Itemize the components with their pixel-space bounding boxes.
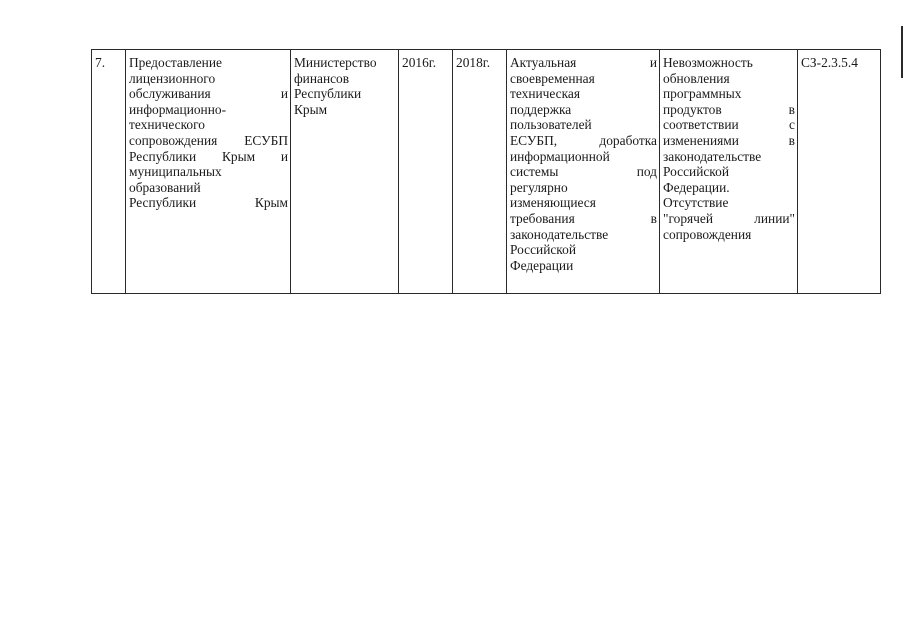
cell-text-line: сопровождения [663,226,752,242]
cell-text-line: программных [663,86,742,102]
cell-text-line: сопровождения ЕСУБП [129,132,288,148]
cell-text-line: законодательстве [663,148,762,164]
expected-result [510,55,657,273]
row-number: 7. [95,55,106,70]
cell-text-line: Республики Крым и [129,148,288,164]
expected-result-cell [507,50,660,294]
cell-text-line: Министерство [294,55,377,70]
code-cell [798,50,881,294]
cell-text-line: законодательстве [510,226,609,242]
cell-text-line: Республики [294,86,362,102]
cell-text-line: своевременная [510,70,595,86]
cell-text-line: образований [129,179,201,195]
start-year-cell [399,50,453,294]
cell-text-line: информационно- [129,101,227,117]
activity-name-cell [126,50,291,294]
cell-text-line: изменениями в [663,132,795,148]
cell-text-line: Федерации [510,257,574,273]
cell-text-line: Российской [510,242,576,258]
cell-text-line: Предоставление [129,55,222,70]
cell-text-line: Российской [663,164,729,180]
cell-text-line: пользователей [510,117,592,133]
end-year: 2018г. [456,55,491,70]
cell-text-line: изменяющиеся [510,195,596,211]
cell-text-line: техническая [510,86,581,102]
cell-text-line: регулярно [510,179,568,195]
row-number-cell [92,50,126,294]
start-year: 2016г. [402,55,437,70]
risk-cell [660,50,798,294]
cell-text-line: Крым [294,101,328,117]
executor-cell [291,50,399,294]
cell-text-line: системы под [510,164,657,180]
cell-text-line: обновления [663,70,730,86]
cell-text-line: обслуживания и [129,86,288,102]
activity-code: СЗ-2.3.5.4 [801,55,858,70]
cell-text-line: "горячей линии" [663,210,795,226]
cell-text-line: лицензионного [129,70,216,86]
page-edge-mark [901,26,903,78]
executor [294,55,396,117]
cell-text-line: ЕСУБП, доработка [510,132,657,148]
cell-text-line: Актуальная и [510,55,657,70]
cell-text-line: Республики Крым [129,195,288,211]
cell-text-line: соответствии с [663,117,795,133]
cell-text-line: Федерации. [663,179,730,195]
cell-text-line: муниципальных [129,164,222,180]
cell-text-line: поддержка [510,101,572,117]
cell-text-line: Невозможность [663,55,753,70]
table-row [92,50,881,294]
cell-text-line: технического [129,117,205,133]
end-year-cell [453,50,507,294]
activity-name [129,55,288,211]
cell-text-line: требования в [510,210,657,226]
program-activities-table [91,49,881,294]
cell-text-line: информационной [510,148,610,164]
risk-description [663,55,795,242]
cell-text-line: продуктов в [663,101,795,117]
cell-text-line: Отсутствие [663,195,729,211]
cell-text-line: финансов [294,70,350,86]
